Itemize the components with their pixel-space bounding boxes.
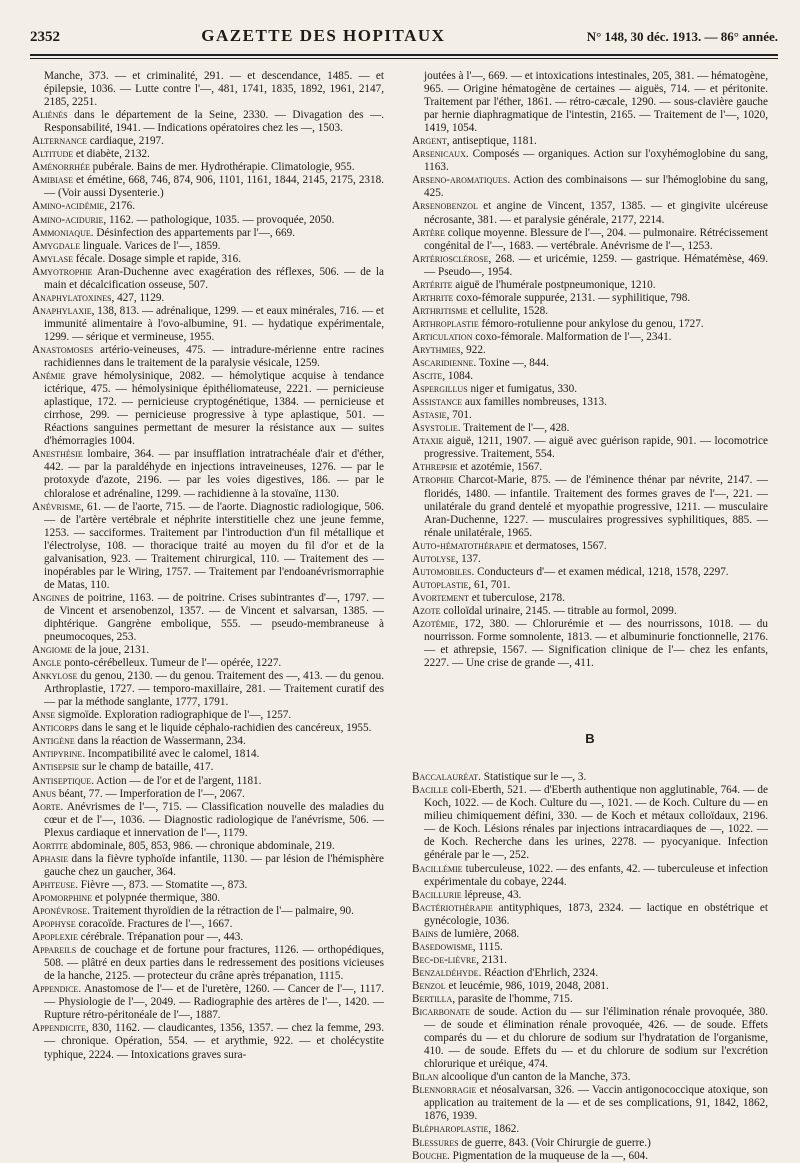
index-entry [412,318,768,331]
index-entry [412,344,768,357]
entry-headword: Appareils [32,944,77,957]
entry-text: et tuberculose, 2178. [468,591,565,604]
entry-headword: Artère [412,226,445,239]
entry-text: . Pigmentation de la muqueuse de la —, 604. [447,1149,649,1162]
index-entry [32,161,384,174]
entry-headword: Arsenicaux [412,148,466,161]
entry-text: artério-veineuses, 475. — intradure-mérienne entre racines rachidiennes dans le traitement de la paralysie vésicale, 1259. [44,343,384,370]
index-entry [32,305,384,344]
index-entry [412,461,768,474]
entry-text: du genou, 2130. — du genou. Traitement des —, 413. — du genou. Arthroplastie, 1727. — temporo-maxillaire, 281. — Traitement curatif des — par la méthode sanglante, 1777, 1791. [44,670,384,709]
page-header [30,26,778,52]
index-entry [412,540,768,553]
entry-headword: Bicarbonate [412,1006,471,1019]
entry-headword: Amibiase [32,174,73,187]
journal-title: GAZETTE DES HOPITAUX [201,26,446,45]
index-entry [32,775,384,788]
entry-headword: Ascite [412,370,443,383]
entry-headword: Bertilla [412,993,453,1005]
entry-headword: Arseno-aromatiques [412,174,508,187]
entry-headword: Aliénés [32,109,68,122]
entry-text: . Désinfection des appartements par l'—, 669. [90,226,296,239]
entry-text: joutées à l'—, 669. — et intoxications intestinales, 205, 381. — hématogène, 965. — Origine hématogène de certaines — aiguës, 714. — et péritonite. Traitement par l'éther, 1861. — rétro-cæcale, 1290. — sous-clavière gauche par hernie diaphragmatique de l'intestin, 2165. — Traitement de l'—, 1020, 1419, 1054. [424,70,768,135]
entry-text: colloïdal urinaire, 2145. — titrable au formol, 2099. [440,604,677,617]
entry-text: , parasite de l'homme, 715. [452,993,573,1005]
index-entry [32,370,384,448]
entry-text: , 1862. [488,1123,520,1136]
entry-headword: Athrepsie [412,461,458,474]
entry-text: aiguë de l'humérale postpneumonique, 1210. [452,278,656,291]
entry-headword: Antiseptique [32,774,92,787]
entry-headword: Anus [32,787,57,800]
entry-headword: Anaphylatoxines [32,291,112,304]
entry-text: et azotémie, 1567. [457,461,543,474]
entry-text: dans le département de la Seine, 2330. — Divagation des —. Responsabilité, 1941. — Indications opératoires chez les —, 1503. [44,109,384,135]
index-entry [412,227,768,253]
entry-text: , 922. [460,343,486,356]
entry-text: de poitrine, 1163. — de poitrine. Crises subintrantes d'—, 1797. — de Vincent et arsenobenzol, 1357. — de Vincent et salvarsan, 1385. — diphtérique. Gangrène embolique, 555. — pseudo-membraneuse à pneumocoques, 253. [44,591,384,644]
index-entry [412,70,768,135]
index-entry [412,605,768,618]
index-entry [32,200,384,213]
index-entry [412,135,768,148]
entry-headword: Appendicite [32,1022,86,1035]
index-entry [32,709,384,722]
index-entry [412,409,768,422]
issue-info: N° 148, 30 déc. 1913. — 86° année. [586,29,778,44]
entry-headword: Ankylose [32,670,78,683]
index-entry [412,279,768,292]
entry-text: dans la fièvre typhoïde infantile, 1130. — par lésion de l'hémisphère gauche chez un gaucher, 364. [44,852,384,878]
entry-headword: Amino-acidémie [32,200,105,213]
index-entry [412,566,768,579]
entry-headword: Azotémie [412,617,456,630]
index-entry [412,954,768,967]
index-entry [32,1022,384,1061]
entry-headword: Arthrite [412,291,454,304]
entry-text: dans la réaction de Wassermann, 234. [74,735,246,748]
entry-headword: Aphasie [32,852,69,865]
entry-text: de couchage et de fortune pour fractures, 1126. — orthopédiques, 508. — plâtré en deux parties dans le redressement des positions vicieuses de la hanche, 2125. — protecteur du crâne après trépanation, 1115. [44,944,384,983]
entry-text: , 61. — de l'aorte, 715. — de l'aorte. Diagnostic radiologique, 506. — de l'artère vertébrale et néphrite interstitielle chez une jeune femme, 1253. — sacciformes. Traitement par l'introduction d'un fil métallique et l'électrolyse, 108. — thoracique traité au moyen du fil d'or et de la galvanisation, 923. — Traitement chirurgical, 110. — Traitement des — inopérables par le Wiring, 1757. — Traitement par l'endoanévrismorraphie de Matas, 110. [44,500,384,591]
entry-headword: Aorte [32,800,61,813]
index-entry [32,853,384,879]
entry-headword: Altitude [32,148,74,161]
index-entry [412,967,768,980]
entry-text: Manche, 373. — et criminalité, 291. — et descendance, 1485. — et épilepsie, 1036. — Lutte contre l'—, 481, 1741, 1835, 1892, 1961, 2147, 2185, 2251. [44,70,384,109]
index-entry [32,983,384,1022]
entry-text: . Toxine —, 844. [473,357,549,370]
index-entry [32,174,384,200]
index-entry [32,227,384,240]
index-entry [412,396,768,409]
index-entry [32,892,384,905]
index-entry [32,344,384,370]
index-entry [32,748,384,761]
entry-text: linguale. Varices de l'—, 1859. [80,239,221,252]
index-entry [32,788,384,801]
entry-headword: Arthroplastie [412,317,479,330]
index-entry [412,370,768,383]
header-rule-thin [30,58,778,59]
header-rule [30,54,778,56]
entry-text: , 830, 1162. — claudicantes, 1356, 1357. — chez la femme, 293. — chronique. Opération, 554. — et arythmie, 922. — et cholécystite typhique, 2224. — Intoxications graves sura- [44,1022,384,1061]
entry-text: tuberculeuse, 1022. — des enfants, 42. — tuberculeuse et infection expérimentale du cobaye, 2244. [424,862,768,888]
entry-text: , 172, 380. — Chlorurémie et — des nourrissons, 1018. — du nourrisson. Forme somnolente, 1813. — et albuminurie fonctionnelle, 2176. — et athrepsie, 1567. — Signification clinique de l'— chez les enfants, 2227. — Une crise de grande —, 411. [424,617,768,670]
index-entry [412,889,768,902]
index-entry [32,266,384,292]
entry-headword: Artérite [412,278,453,291]
entry-headword: Autolyse [412,552,456,565]
entry-headword: Angines [32,591,70,604]
entry-headword: Antisepsie [32,761,80,774]
entry-headword: Baccalauréat [412,771,479,784]
entry-headword: Articulation [412,330,473,343]
entry-headword: Anticorps [32,722,79,735]
entry-headword: Amygdale [32,239,81,252]
entry-headword: Blessures [412,1136,459,1149]
index-entry [32,109,384,135]
entry-headword: Bec-de-lièvre [412,953,477,966]
entry-text: . Conducteurs d'— et examen médical, 1218, 1578, 2297. [471,565,729,578]
entry-headword: Avortement [412,591,469,604]
index-entry [32,214,384,227]
entry-text: . Composés — organiques. Action sur l'oxyhémoglobine du sang, 1163. [424,148,768,174]
entry-headword: Apophyse [32,918,76,931]
entry-headword: Arthritisme [412,304,468,317]
entry-text: lombaire, 364. — par insufflation intratrachéale d'air et d'éther, 442. — par la paraldéhyde en injections intraveineuses, 1276. — par le protoxyde d'azote, 2196. — par les voies digestives, 186. — par le chloralose et adrénaline, 1299. — rachidienne à la stovaïne, 1130. [44,448,384,500]
entry-headword: Anémie [32,370,66,383]
index-entry [32,148,384,161]
entry-text: grave hémolysinique, 2082. — hémolytique acquise à tendance ictérique, 475. — hémolysinique épithéliomateuse, 2221. — pernicieuse aplastique, 172. — pernicieuse cryptogénétique, 1384. — pernicieuse et cirrhose, 299. — pernicieuse progressive à type aplastique, 501. — Réactions sanguines permettant de mesurer la résistance aux — suites d'hémorragies 1004. [44,370,384,448]
entry-headword: Argent [412,135,447,148]
entry-text: , 138, 813. — adrénalique, 1299. — et eaux minérales, 716. — et immunité alimentaire à l'ovo-albumine, 91. — hydatique expérimentale, 1299. — sérique et vermineuse, 1955. [44,304,384,343]
entry-headword: Bains [412,927,439,940]
entry-headword: Ammoniaque [32,226,91,239]
entry-headword: Amyotrophie [32,265,93,278]
right-column-b-entries [412,771,768,1162]
entry-headword: Appendice [32,983,79,996]
entry-headword: Amino-acidurie [32,213,104,226]
index-entry [412,148,768,174]
entry-text: et néosalvarsan, 326. — Vaccin antigonococcique atoxique, son application au traitement de la — et de ses complications, 91, 1842, 1862, 1876, 1939. [424,1084,768,1123]
index-entry [32,905,384,918]
entry-text: de soude. Action du — sur l'élimination rénale provoquée, 380. — de soude et élimination rénale provoquée, 426. — de soude. Effets comparés du — et du chlorure de sodium sur l'hydratation de l'organisme, 410. — de soude. Effets du — et du chlorure de sodium sur l'excrétion chlorurique et uréique, 474. [424,1006,768,1071]
right-column-a-entries [412,70,768,670]
entry-headword: Astasie [412,409,447,422]
entry-text: Charcot-Marie, 875. — de l'éminence thénar par névrite, 2147. — floridés, 1480. — infantile. Traitement des formes graves de l'—, 221. — unilatérale du grand dentelé et myopathie progressive, 1211. — musculaire Aran-Duchenne, 1227. — musculaires progressives syphilitiques, 885. — rénale unilatérale, 1965. [424,474,768,539]
index-entry [32,70,384,109]
index-entry [32,657,384,670]
index-entry [412,1137,768,1150]
entry-text: coli-Eberth, 521. — d'Eberth authentique non agglutinable, 764. — de Koch, 1022. — de Koch. Culture du —, 1021. — de Koch. Culture du — en milieu chimiquement défini, 330. — de Koch et métaux colloïdaux, 2196. — de Koch. Lésions rénales par injections intracardiaques de —, 1022. — de Koch. Recherche dans les urines, 2278. — pyocyanique. Infection générale par le —, 252. [424,784,768,862]
index-entry [412,357,768,370]
entry-text: . Anévrismes de l'—, 715. — Classification nouvelle des maladies du cœur et de l'—, 1036. — Diagnostic radiologique de l'anévrisme, 506. — Plexus cardiaque et innervation de l'—, 1179. [44,800,384,839]
index-entry [32,448,384,500]
entry-text: et angine de Vincent, 1357, 1385. — et gingivite ulcéreuse nécrosante, 381. — et paralysie générale, 2177, 2214. [424,200,768,226]
entry-headword: Aponévrose [32,905,88,917]
entry-headword: Apoplexie [32,931,78,944]
index-entry [412,292,768,305]
index-entry [32,722,384,735]
entry-headword: Anesthésie [32,448,83,461]
entry-text: dans le sang et le liquide céphalo-rachidien des cancéreux, 1955. [78,722,372,735]
entry-headword: Arythmies [412,343,461,356]
entry-text: antityphiques, 1873, 2324. — lactique en obstétrique et gynécologie, 1036. [424,901,768,927]
index-entry [412,928,768,941]
index-entry [412,618,768,670]
entry-text: et leucémie, 986, 1019, 2048, 2081. [445,979,609,992]
entry-text: abdominale, 805, 853, 986. — chronique abdominale, 219. [68,839,335,852]
index-entry [412,902,768,928]
entry-headword: Bactériothérapie [412,901,493,914]
entry-text: et diabète, 2132. [73,148,150,161]
entry-text: , 1162. — pathologique, 1035. — provoquée, 2050. [103,213,335,226]
entry-headword: Blépharoplastie [412,1123,489,1136]
entry-text: sigmoïde. Exploration radiographique de l'—, 1257. [55,709,292,722]
index-entry [412,305,768,318]
index-entry [412,1071,768,1084]
index-entry [32,240,384,253]
index-entry [32,135,384,148]
section-letter: B [585,731,595,747]
entry-text: coracoïde. Fractures de l'—, 1667. [75,918,233,931]
index-entry [412,863,768,889]
index-entry [412,993,768,1006]
entry-text: , 1115. [472,940,503,953]
entry-text: . Anastomose de l'— et de l'uretère, 1260. — Cancer de l'—, 1117. — Physiologie de l'—, 2049. — Radiographie des artères de l'—, 1420. — Rupture rétro-péritonéale de l'—, 1887. [44,983,384,1022]
entry-headword: Arsenobenzol [412,200,478,213]
entry-headword: Amylase [32,252,73,265]
entry-text: alcoolique d'un canton de la Manche, 373. [438,1071,631,1084]
entry-headword: Ataxie [412,435,444,448]
index-entry [32,253,384,266]
entry-text: . Traitement thyroïdien de la rétraction de l'— palmaire, 90. [87,905,354,917]
entry-headword: Bacillurie [412,888,462,901]
entry-text: , 268. — et uricémie, 1259. — gastrique. Hématémèse, 469. — Pseudo—, 1954. [424,252,768,278]
entry-text: niger et fumigatus, 330. [467,383,578,396]
entry-text: et émétine, 668, 746, 874, 906, 1101, 1161, 1844, 2145, 2175, 2318. — (Voir aussi Dysenterie.) [44,174,384,200]
index-entry [32,670,384,709]
entry-text: pubérale. Bains de mer. Hydrothérapie. Climatologie, 955. [89,161,355,174]
entry-headword: Bacillémie [412,862,463,875]
index-entry [412,253,768,279]
page-number: 2352 [30,29,60,45]
entry-text: Aran-Duchenne avec exagération des réflexes, 506. — de la main et décalcification osseuse, 507. [44,265,384,291]
entry-headword: Assistance [412,396,463,409]
entry-headword: Benzol [412,979,446,992]
index-entry [412,474,768,539]
entry-headword: Antipyrine [32,748,83,761]
entry-headword: Apomorphine [32,891,93,904]
entry-text: fémoro-rotulienne pour ankylose du genou, 1727. [478,317,704,330]
entry-text: , 427, 1129. [111,291,165,304]
index-entry [412,579,768,592]
index-entry [412,980,768,993]
entry-text: . Réaction d'Ehrlich, 2324. [478,966,599,979]
entry-headword: Asystolie [412,422,458,435]
entry-headword: Anse [32,709,56,722]
entry-headword: Bacille [412,784,448,797]
right-column [412,70,768,1163]
index-entry [412,422,768,435]
entry-headword: Auto-hématothérapie [412,539,512,552]
entry-headword: Angiome [32,644,73,657]
entry-headword: Blennorragie [412,1084,477,1097]
index-entry [32,918,384,931]
entry-text: , 2131. [476,953,508,966]
entry-headword: Azote [412,604,441,617]
index-entry [412,435,768,461]
entry-headword: Bilan [412,1071,439,1084]
entry-text: aiguë, 1211, 1907. — aiguë avec guérison rapide, 901. — locomotrice progressive. Traitement, 554. [424,435,768,461]
entry-headword: Antigène [32,735,75,748]
index-entry [412,941,768,954]
entry-headword: Aphteuse [32,878,76,891]
index-entry [32,761,384,774]
entry-text: , 137. [455,552,481,565]
entry-text: lépreuse, 43. [461,888,522,901]
index-entry [32,592,384,644]
entry-text: et cellulite, 1528. [467,304,549,317]
index-entry [412,1123,768,1136]
index-entry [32,931,384,944]
entry-text: fécale. Dosage simple et rapide, 316. [72,252,242,265]
entry-text: . Action des combinaisons — sur l'hémoglobine du sang, 425. [424,174,768,200]
entry-headword: Benzaldéhyde [412,966,479,979]
entry-text: coxo-fémorale suppurée, 2131. — syphilitique, 798. [453,291,691,304]
index-entry [412,771,768,784]
index-entry [32,292,384,305]
entry-text: et polypnée thermique, 380. [92,891,221,904]
entry-text: , 701. [446,409,472,422]
entry-text: . Statistique sur le —, 3. [478,771,587,784]
index-entry [412,383,768,396]
entry-headword: Aortite [32,839,69,852]
entry-headword: Alternance [32,135,87,148]
entry-text: ponto-cérébelleux. Tumeur de l'— opérée, 1227. [61,657,282,670]
entry-text: cérébrale. Trépanation pour —, 443. [77,931,244,944]
index-entry [412,1006,768,1071]
entry-text: , 1084. [442,370,474,383]
entry-text: , 2176. [104,200,136,213]
index-entry [32,501,384,592]
entry-headword: Aménorrhée [32,161,90,174]
entry-text: . Action — de l'or et de l'argent, 1181. [91,774,262,787]
index-entry [412,553,768,566]
entry-text: colique moyenne. Blessure de l'—, 204. — pulmonaire. Rétrécissement congénital de l'—, 1683. — vertébrale. Anévrisme de l'—, 1253. [424,226,768,252]
entry-headword: Aspergillus [412,383,468,396]
entry-text: coxo-fémorale. Malformation de l'—, 2341. [472,330,672,343]
index-entry [412,1084,768,1123]
entry-text: . Incompatibilité avec le calomel, 1814. [82,748,260,761]
entry-headword: Ascaridienne [412,357,474,370]
index-entry [32,644,384,657]
index-entry [32,735,384,748]
entry-headword: Bouche [412,1149,448,1162]
entry-headword: Atrophie [412,474,454,487]
entry-text: , 61, 701. [468,578,511,591]
index-entry [412,331,768,344]
entry-headword: Basedowisme [412,940,473,953]
entry-text: béant, 77. — Imperforation de l'—, 2067. [56,787,245,800]
entry-text: de la joue, 2131. [72,644,150,657]
entry-text: , antiseptique, 1181. [446,135,537,148]
left-column [32,70,384,1062]
entry-headword: Artériosclérose [412,252,489,265]
index-entry [412,200,768,226]
entry-text: . Traitement de l'—, 428. [457,422,570,435]
index-entry [32,801,384,840]
index-entry [412,592,768,605]
entry-text: aux familles nombreuses, 1313. [462,396,607,409]
entry-headword: Angle [32,657,62,670]
entry-headword: Anaphylaxie [32,304,92,317]
entry-text: de lumière, 2068. [438,927,520,940]
entry-headword: Automobiles [412,565,472,578]
index-entry [32,879,384,892]
index-entry [412,1150,768,1163]
index-entry [32,944,384,983]
entry-headword: Anastomoses [32,343,94,356]
entry-text: . Fièvre —, 873. — Stomatite —, 873. [75,878,248,891]
index-entry [412,174,768,200]
index-entry [32,840,384,853]
index-entry [412,784,768,862]
entry-text: cardiaque, 2197. [86,135,164,148]
entry-text: et dermatoses, 1567. [511,539,607,552]
entry-headword: Autoplastie [412,578,469,591]
entry-text: sur le champ de bataille, 417. [79,761,214,774]
entry-headword: Anévrisme [32,500,81,513]
entry-text: de guerre, 843. (Voir Chirurgie de guerre.) [458,1136,651,1149]
